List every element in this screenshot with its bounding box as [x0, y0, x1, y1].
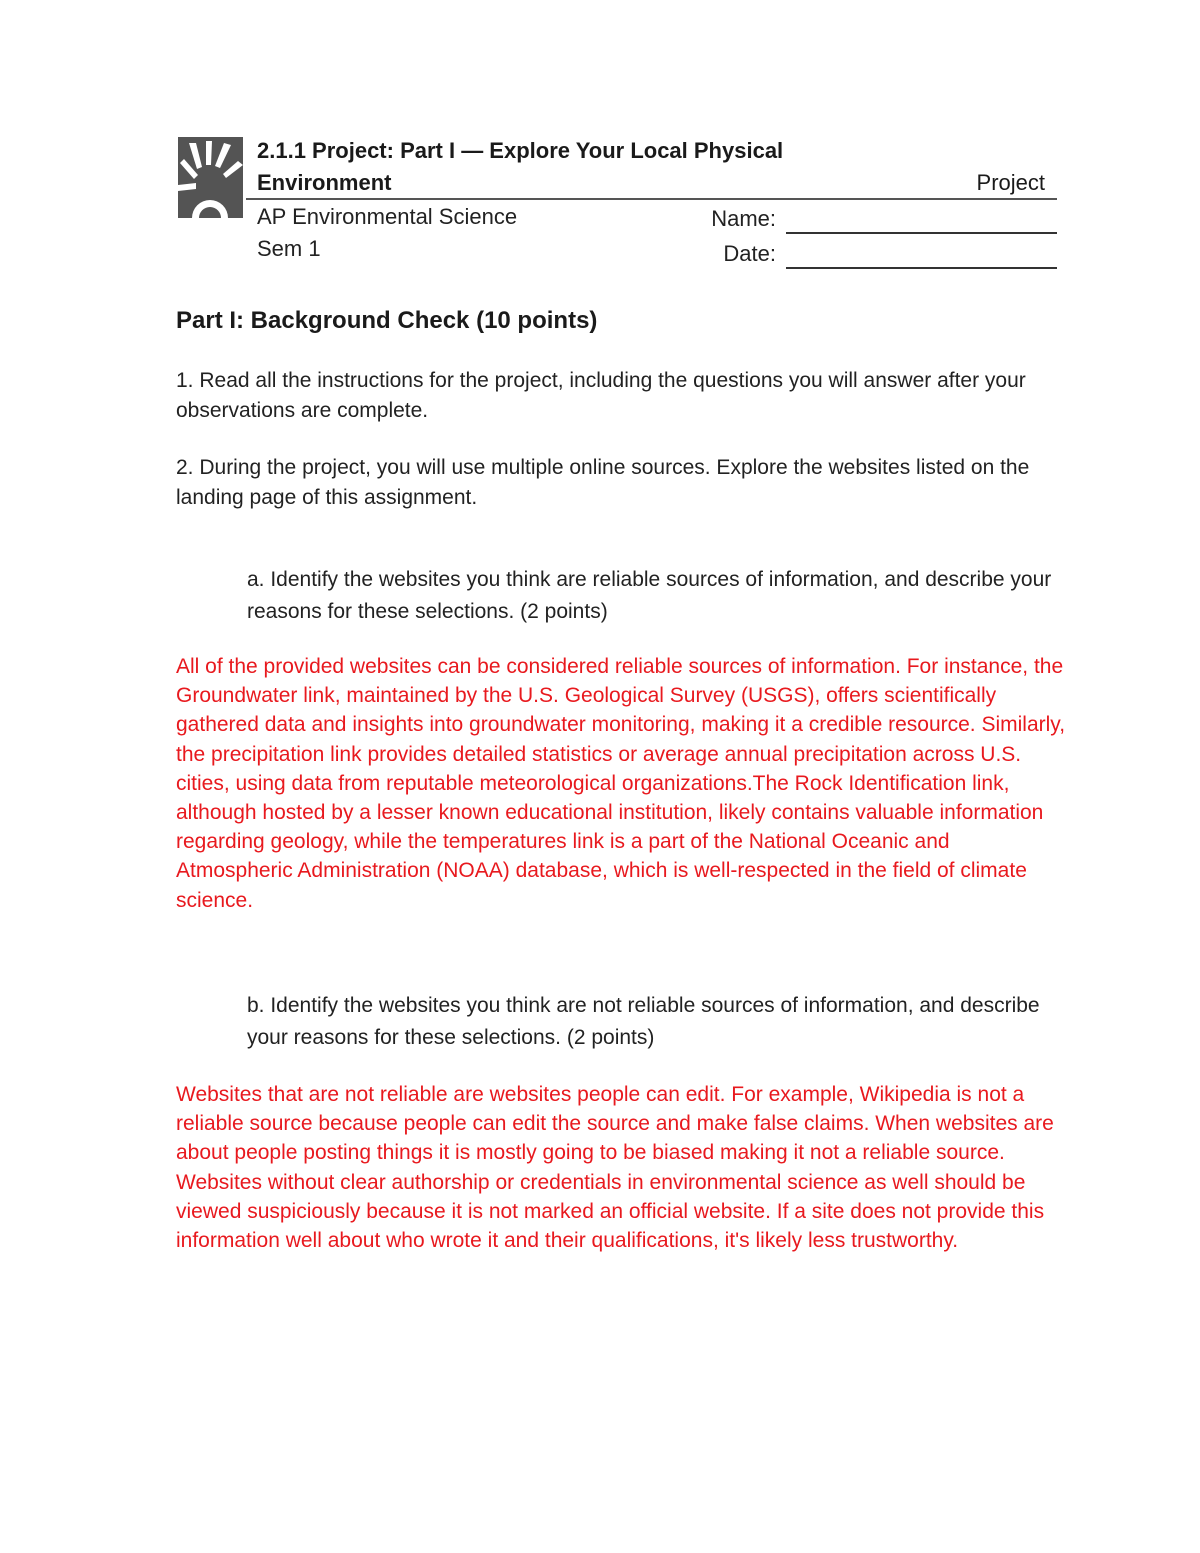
date-field[interactable]: [786, 267, 1057, 269]
course-name: AP Environmental Science Sem 1: [257, 204, 518, 261]
section-heading: Part I: Background Check (10 points): [176, 307, 598, 334]
date-label: Date:: [723, 241, 776, 266]
assignment-title: 2.1.1 Project: Part I — Explore Your Local Physical Environment: [257, 138, 784, 195]
header-divider: [246, 198, 1057, 200]
name-field[interactable]: [786, 232, 1057, 234]
answer-b: Websites that are not reliable are websites people can edit. For example, Wikipedia is not a reliable source because people can edit the source and make false claims. When websites are about people posting things it is mostly going to be biased making it not a reliable source. Websites without clear authorship or credentials in environmental science as well should be viewed suspiciously because it is not marked an official website. If a site does not provide this information well about who wrote it and their qualifications, it's likely less trustworthy.: [176, 1083, 1054, 1253]
sun-burst-logo-icon: [178, 137, 243, 218]
name-label: Name:: [711, 206, 776, 231]
instruction-item-1: 1. Read all the instructions for the project, including the questions you will answer after your observations are complete.: [176, 369, 1026, 422]
instruction-item-2: 2. During the project, you will use multiple online sources. Explore the websites listed on the landing page of this assignment.: [176, 456, 1030, 509]
question-a: a. Identify the websites you think are reliable sources of information, and describe your reasons for these selections. (2 points): [247, 568, 1052, 623]
document-type-label: Project: [976, 170, 1045, 195]
answer-a: All of the provided websites can be considered reliable sources of information. For instance, the Groundwater link, maintained by the U.S. Geological Survey (USGS), offers scientifically gathered data and insights into groundwater monitoring, making it a credible resource. Similarly, the precipitation link provides detailed statistics or average annual precipitation across U.S. cities, using data from reputable meteorological organizations.The Rock Identification link, although hosted by a lesser known educational institution, likely contains valuable information regarding geology, while the temperatures link is a part of the National Oceanic and Atmospheric Administration (NOAA) database, which is well-respected in the field of climate science.: [176, 655, 1066, 912]
question-b: b. Identify the websites you think are not reliable sources of information, and describe your reasons for these selections. (2 points): [247, 994, 1040, 1049]
